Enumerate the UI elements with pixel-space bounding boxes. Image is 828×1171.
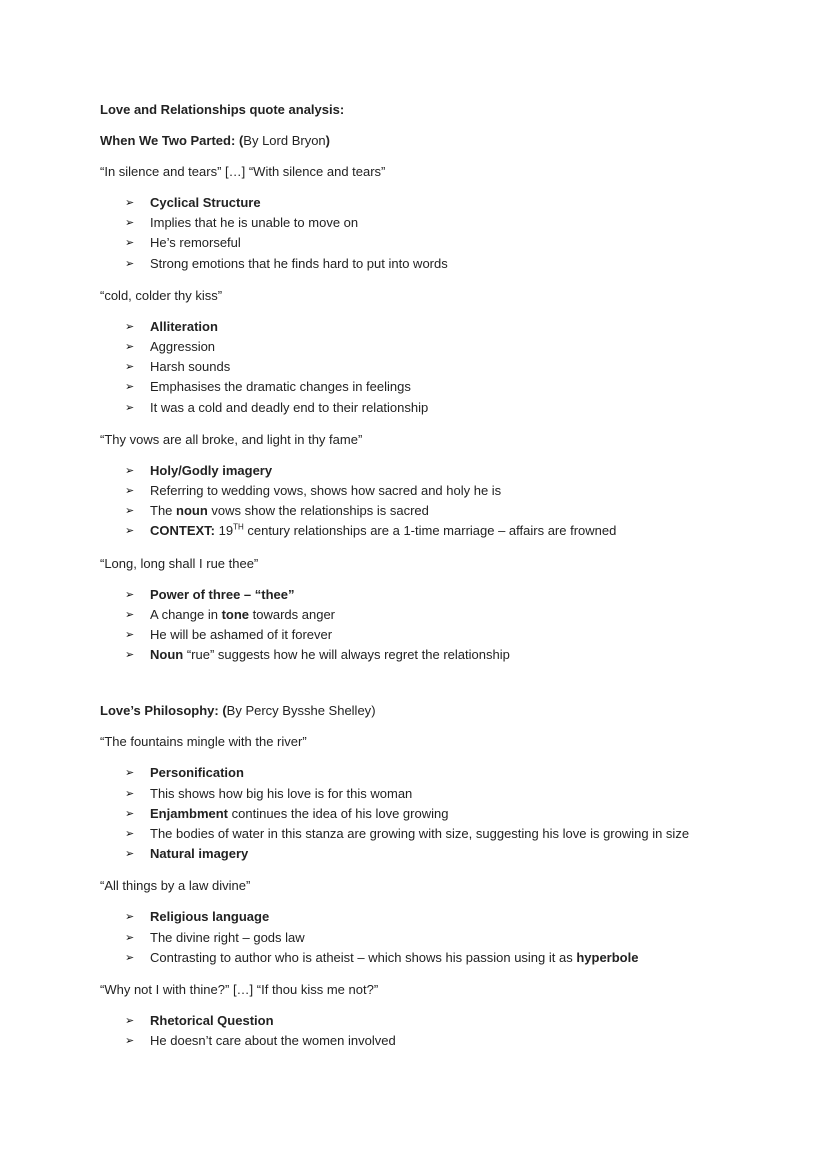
- point-text: vows show the relationships is sacred: [207, 503, 429, 519]
- analysis-point: [125, 213, 780, 233]
- document-content: [100, 132, 780, 1051]
- document-page: [100, 101, 780, 1051]
- point-keyword: Enjambment: [150, 805, 229, 821]
- point-keyword: Rhetorical Question: [150, 1013, 274, 1029]
- point-keyword: noun: [176, 503, 208, 519]
- close-paren: ): [325, 133, 330, 148]
- poem-author: By Percy Bysshe Shelley: [226, 703, 372, 719]
- point-text: 19: [215, 523, 234, 539]
- point-text: The: [150, 503, 177, 519]
- quote-line: “In silence and tears” […] “With silence and tears”: [100, 164, 386, 179]
- point-text: A change in: [150, 606, 222, 622]
- analysis-point: [125, 907, 780, 927]
- analysis-list: [100, 585, 780, 666]
- poem-title: Love’s Philosophy:: [100, 703, 219, 719]
- analysis-point: [125, 398, 780, 418]
- point-text: The bodies of water in this stanza are growing with size, suggesting his love is growing in size: [150, 826, 690, 842]
- point-keyword: Religious language: [150, 909, 270, 925]
- poem-author: By Lord Bryon: [243, 133, 326, 148]
- analysis-point: [125, 357, 780, 377]
- analysis-point: [125, 824, 780, 844]
- point-text: towards anger: [249, 606, 336, 622]
- poem-heading: [100, 132, 780, 150]
- analysis-point: [125, 784, 780, 804]
- point-keyword: hyperbole: [576, 949, 639, 965]
- analysis-point: [125, 585, 780, 605]
- analysis-list: [100, 461, 780, 542]
- quote-line: “The fountains mingle with the river”: [100, 734, 307, 750]
- point-superscript: TH: [233, 523, 244, 533]
- point-text: century relationships are a 1-time marriage – affairs are frowned: [243, 523, 617, 539]
- point-text: He will be ashamed of it forever: [150, 627, 333, 643]
- analysis-point: [125, 645, 780, 665]
- analysis-point: [125, 948, 780, 968]
- document-title: Love and Relationships quote analysis:: [100, 102, 345, 117]
- analysis-point: [125, 844, 780, 864]
- quote-line: “All things by a law divine”: [100, 878, 251, 894]
- analysis-point: [125, 461, 780, 481]
- point-keyword: CONTEXT:: [150, 523, 215, 539]
- point-keyword: Holy/Godly imagery: [150, 462, 273, 478]
- point-text: He doesn’t care about the women involved: [150, 1033, 396, 1049]
- quote-line: “cold, colder thy kiss”: [100, 287, 223, 303]
- quote-line: “Thy vows are all broke, and light in thy fame”: [100, 431, 363, 447]
- point-text: Emphasises the dramatic changes in feelings: [150, 379, 411, 395]
- open-paren: (: [222, 703, 227, 719]
- point-text: Contrasting to author who is atheist – which shows his passion using it as: [150, 949, 577, 965]
- point-text: This shows how big his love is for this woman: [150, 785, 413, 801]
- analysis-point: [125, 337, 780, 357]
- analysis-point: [125, 1011, 780, 1031]
- open-paren: (: [238, 133, 244, 148]
- point-keyword: Cyclical Structure: [150, 195, 261, 210]
- analysis-point: [125, 928, 780, 948]
- point-text: He’s remorseful: [150, 235, 241, 251]
- point-text: “rue” suggests how he will always regret the relationship: [183, 647, 510, 663]
- analysis-list: [100, 763, 780, 864]
- analysis-point: [125, 233, 780, 253]
- poem-title: When We Two Parted:: [100, 133, 236, 148]
- point-text: Implies that he is unable to move on: [150, 215, 359, 231]
- point-keyword: Personification: [150, 765, 244, 781]
- section-spacer: [100, 665, 780, 689]
- point-keyword: Natural imagery: [150, 846, 249, 862]
- analysis-point: [125, 1031, 780, 1051]
- point-keyword: Noun: [150, 647, 184, 663]
- point-text: continues the idea of his love growing: [228, 805, 449, 821]
- analysis-point: [125, 193, 780, 213]
- analysis-list: [100, 907, 780, 968]
- point-text: The divine right – gods law: [150, 929, 305, 945]
- analysis-list: [100, 1011, 780, 1051]
- analysis-point: [125, 317, 780, 337]
- point-text: Aggression: [150, 339, 216, 355]
- point-text: Strong emotions that he finds hard to put into words: [150, 255, 448, 271]
- analysis-point: [125, 501, 780, 521]
- point-text: Referring to wedding vows, shows how sacred and holy he is: [150, 483, 502, 499]
- analysis-point: [125, 625, 780, 645]
- analysis-point: [125, 481, 780, 501]
- analysis-point: [125, 763, 780, 783]
- analysis-point: [125, 377, 780, 397]
- analysis-point: [125, 254, 780, 274]
- point-keyword: Power of three – “thee”: [150, 586, 295, 602]
- analysis-list: [100, 193, 780, 274]
- poem-heading: [100, 702, 780, 720]
- close-paren: ): [371, 703, 376, 719]
- quote-line: “Why not I with thine?” […] “If thou kiss me not?”: [100, 982, 379, 998]
- analysis-point: [125, 521, 780, 541]
- point-text: Harsh sounds: [150, 359, 231, 375]
- point-keyword: Alliteration: [150, 318, 218, 334]
- analysis-list: [100, 317, 780, 418]
- analysis-point: [125, 605, 780, 625]
- quote-line: “Long, long shall I rue thee”: [100, 555, 259, 571]
- analysis-point: [125, 804, 780, 824]
- point-keyword: tone: [221, 606, 250, 622]
- point-text: It was a cold and deadly end to their relationship: [150, 399, 429, 415]
